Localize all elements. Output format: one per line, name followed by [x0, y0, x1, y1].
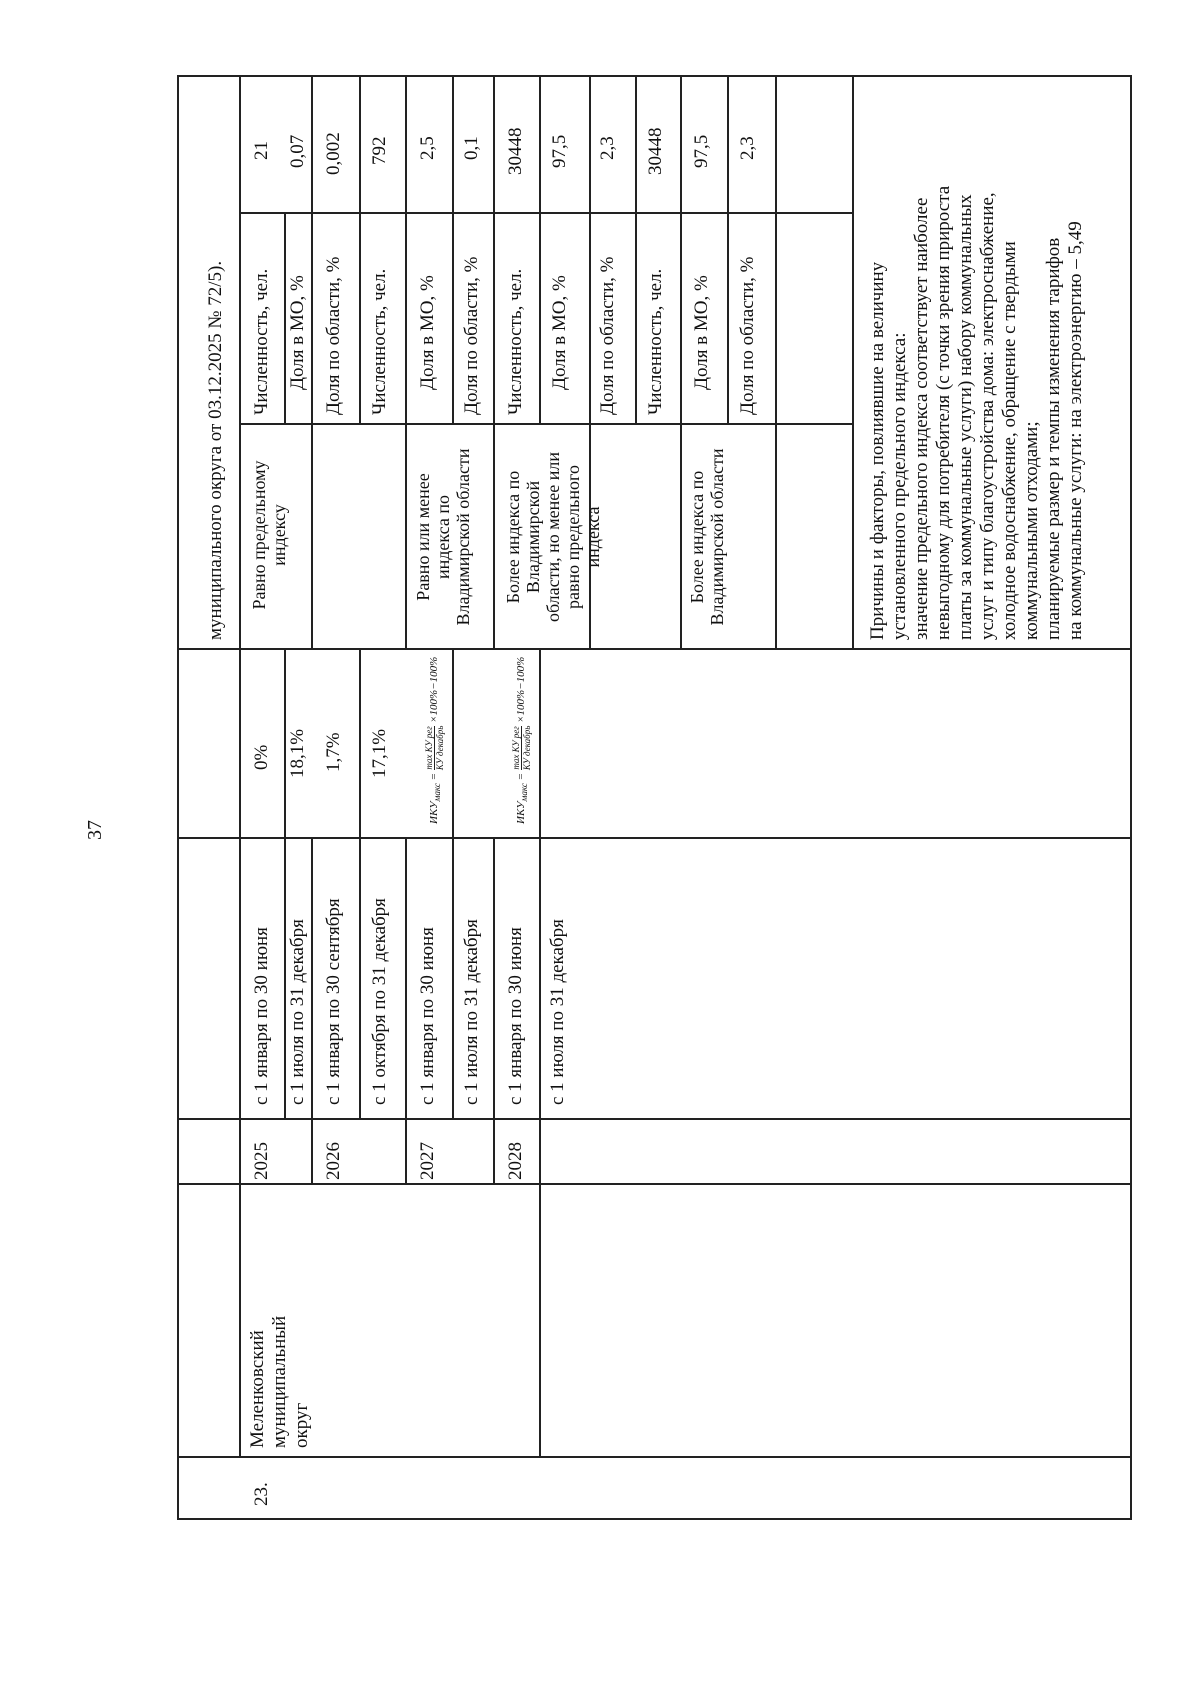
formula-lhs-sub: макс [432, 783, 443, 802]
explanation-line: на коммунальные услуги: на электроэнергию – 5,49 [1065, 221, 1086, 640]
row-line [852, 75, 854, 650]
category-label [413, 432, 473, 642]
row-line [680, 75, 682, 650]
category-label-line: Более индекса по [503, 470, 523, 604]
row-line [405, 839, 407, 1185]
value-cell: 1,7% [323, 732, 344, 772]
explanation-line: Причины и факторы, повлиявшие на величину [867, 261, 888, 640]
row-line [284, 650, 286, 1120]
category-label-line: индексу [269, 504, 289, 566]
metric-name: Численность, чел. [251, 268, 272, 415]
category-label-line: области, но менее или [543, 451, 563, 623]
caption-text: муниципального округа от 03.12.2025 № 72/5). [205, 260, 226, 640]
row-line [452, 650, 454, 1120]
municipality-line-2: муниципальный [269, 1315, 290, 1448]
row-line [359, 650, 361, 1120]
row-line [284, 214, 286, 425]
row-line [493, 75, 495, 650]
explanation-line: планируемые размер и темпы изменения тарифов [1043, 237, 1064, 640]
category-label-line: Равно или менее [413, 473, 433, 601]
category-label-line: Владимирской области [707, 448, 727, 626]
metric-name: Доля по области, % [597, 256, 618, 415]
col-divider-year [177, 1118, 1132, 1120]
row-line [311, 839, 313, 1185]
category-label [503, 432, 603, 642]
rotated-table [177, 75, 1132, 1520]
formula-fraction [424, 726, 445, 770]
category-label [249, 435, 289, 635]
col-divider-municipality [177, 1183, 1132, 1185]
col-divider-period [177, 837, 1132, 839]
period-cell: с 1 января по 30 сентября [323, 898, 344, 1105]
year-cell: 2026 [323, 1142, 344, 1180]
category-label-line: Владимирской [523, 480, 543, 594]
metric-value: 2,3 [597, 136, 618, 160]
formula-2028: $ИКУ_{макс}$ = max КУ рег КУ декабрь ×100%−100% [511, 656, 532, 824]
explanation-line: невыгодному для потребителя (с точки зрения прироста [933, 185, 954, 640]
value-cell: 0% [251, 744, 272, 770]
metric-value: 30448 [505, 127, 526, 175]
municipality-line-1: Меленковский [247, 1330, 268, 1448]
category-label [687, 432, 727, 642]
formula-2027: $ИКУ_{макс}$ = max КУ рег КУ декабрь ×100%−100% [424, 656, 445, 824]
period-cell: с 1 июля по 31 декабря [461, 919, 482, 1105]
row-line [775, 75, 777, 650]
row-line [635, 75, 637, 425]
municipality-line-3: округ [291, 1402, 312, 1448]
metric-value: 97,5 [549, 134, 570, 168]
period-cell: с 1 октября по 31 декабря [369, 898, 390, 1105]
metric-value: 2,5 [417, 136, 438, 160]
metric-name: Численность, чел. [505, 268, 526, 415]
metric-name: Доля по области, % [737, 256, 758, 415]
category-label-line: индекса [583, 506, 603, 568]
metric-value: 21 [251, 141, 272, 160]
col-divider-value [177, 648, 1132, 650]
header-row-line [239, 75, 241, 1458]
year-cell: 2028 [505, 1142, 526, 1180]
category-label-line: равно предельного [563, 465, 583, 609]
formula-fraction [511, 726, 532, 770]
explanation-line: коммунальными отходами; [1021, 421, 1042, 640]
table-border-top [177, 75, 179, 1520]
formula-lhs: ИКУ [515, 801, 528, 824]
metric-name: Численность, чел. [369, 268, 390, 415]
metric-value: 2,3 [737, 136, 758, 160]
factors-explanation [867, 0, 1087, 640]
formula-denominator: КУ декабрь [522, 725, 532, 771]
row-index: 23. [251, 1482, 272, 1506]
row-line [405, 75, 407, 650]
metric-name: Доля в МО, % [549, 275, 570, 390]
metric-value: 30448 [645, 127, 666, 175]
row-line [727, 75, 729, 425]
metric-value: 792 [369, 136, 390, 165]
explanation-line: установленного предельного индекса: [889, 332, 910, 640]
metric-value: 0,1 [461, 136, 482, 160]
value-cell: 18,1% [287, 728, 308, 778]
category-label-line: Равно предельному [249, 460, 269, 610]
metric-name: Доля в МО, % [417, 275, 438, 390]
explanation-line: услуг и типу благоустройства дома: электроснабжение, [977, 192, 998, 640]
metric-name: Доля по области, % [461, 256, 482, 415]
formula-numerator: max КУ рег [511, 726, 521, 770]
period-cell: с 1 июля по 31 декабря [547, 919, 568, 1105]
explanation-line: платы за коммунальные услуги) набору коммунальных [955, 194, 976, 640]
year-cell: 2027 [417, 1142, 438, 1180]
year-cell: 2025 [251, 1142, 272, 1180]
col-divider-index [177, 1456, 1132, 1458]
col-divider-metric [239, 212, 852, 214]
row-line [311, 75, 313, 650]
metric-value: 97,5 [691, 134, 712, 168]
page-number: 37 [84, 820, 106, 840]
value-cell: 17,1% [369, 728, 390, 778]
period-cell: с 1 января по 30 июня [251, 927, 272, 1105]
category-label-line: Владимирской области [453, 448, 473, 626]
row-line [539, 75, 541, 425]
col-divider-category [239, 423, 852, 425]
formula-denominator: КУ декабрь [435, 725, 445, 771]
category-label-line: Более индекса по [687, 470, 707, 604]
formula-lhs: ИКУ [428, 801, 441, 824]
row-line [539, 650, 541, 1458]
metric-value: 0,07 [287, 134, 308, 168]
table-border-bottom [1130, 75, 1132, 1520]
row-line [452, 75, 454, 425]
explanation-line: значение предельного индекса соответствует наиболее [911, 197, 932, 640]
metric-name: Доля в МО, % [691, 275, 712, 390]
formula-tail: ×100%−100% [515, 656, 528, 723]
metric-name: Доля по области, % [323, 256, 344, 415]
period-cell: с 1 января по 30 июня [505, 927, 526, 1105]
formula-numerator: max КУ рег [424, 726, 434, 770]
category-label-line: индекса по [433, 494, 453, 580]
table-border-left [177, 1518, 1132, 1520]
explanation-line: холодное водоснабжение, обращение с твердыми [999, 241, 1020, 640]
formula-tail: ×100%−100% [428, 656, 441, 723]
formula-lhs-sub: макс [519, 783, 530, 802]
row-line [493, 839, 495, 1185]
period-cell: с 1 июля по 31 декабря [287, 919, 308, 1105]
metric-value: 0,002 [323, 132, 344, 175]
metric-name: Доля в МО, % [287, 275, 308, 390]
period-cell: с 1 января по 30 июня [417, 927, 438, 1105]
row-line [359, 75, 361, 425]
metric-name: Численность, чел. [645, 268, 666, 415]
